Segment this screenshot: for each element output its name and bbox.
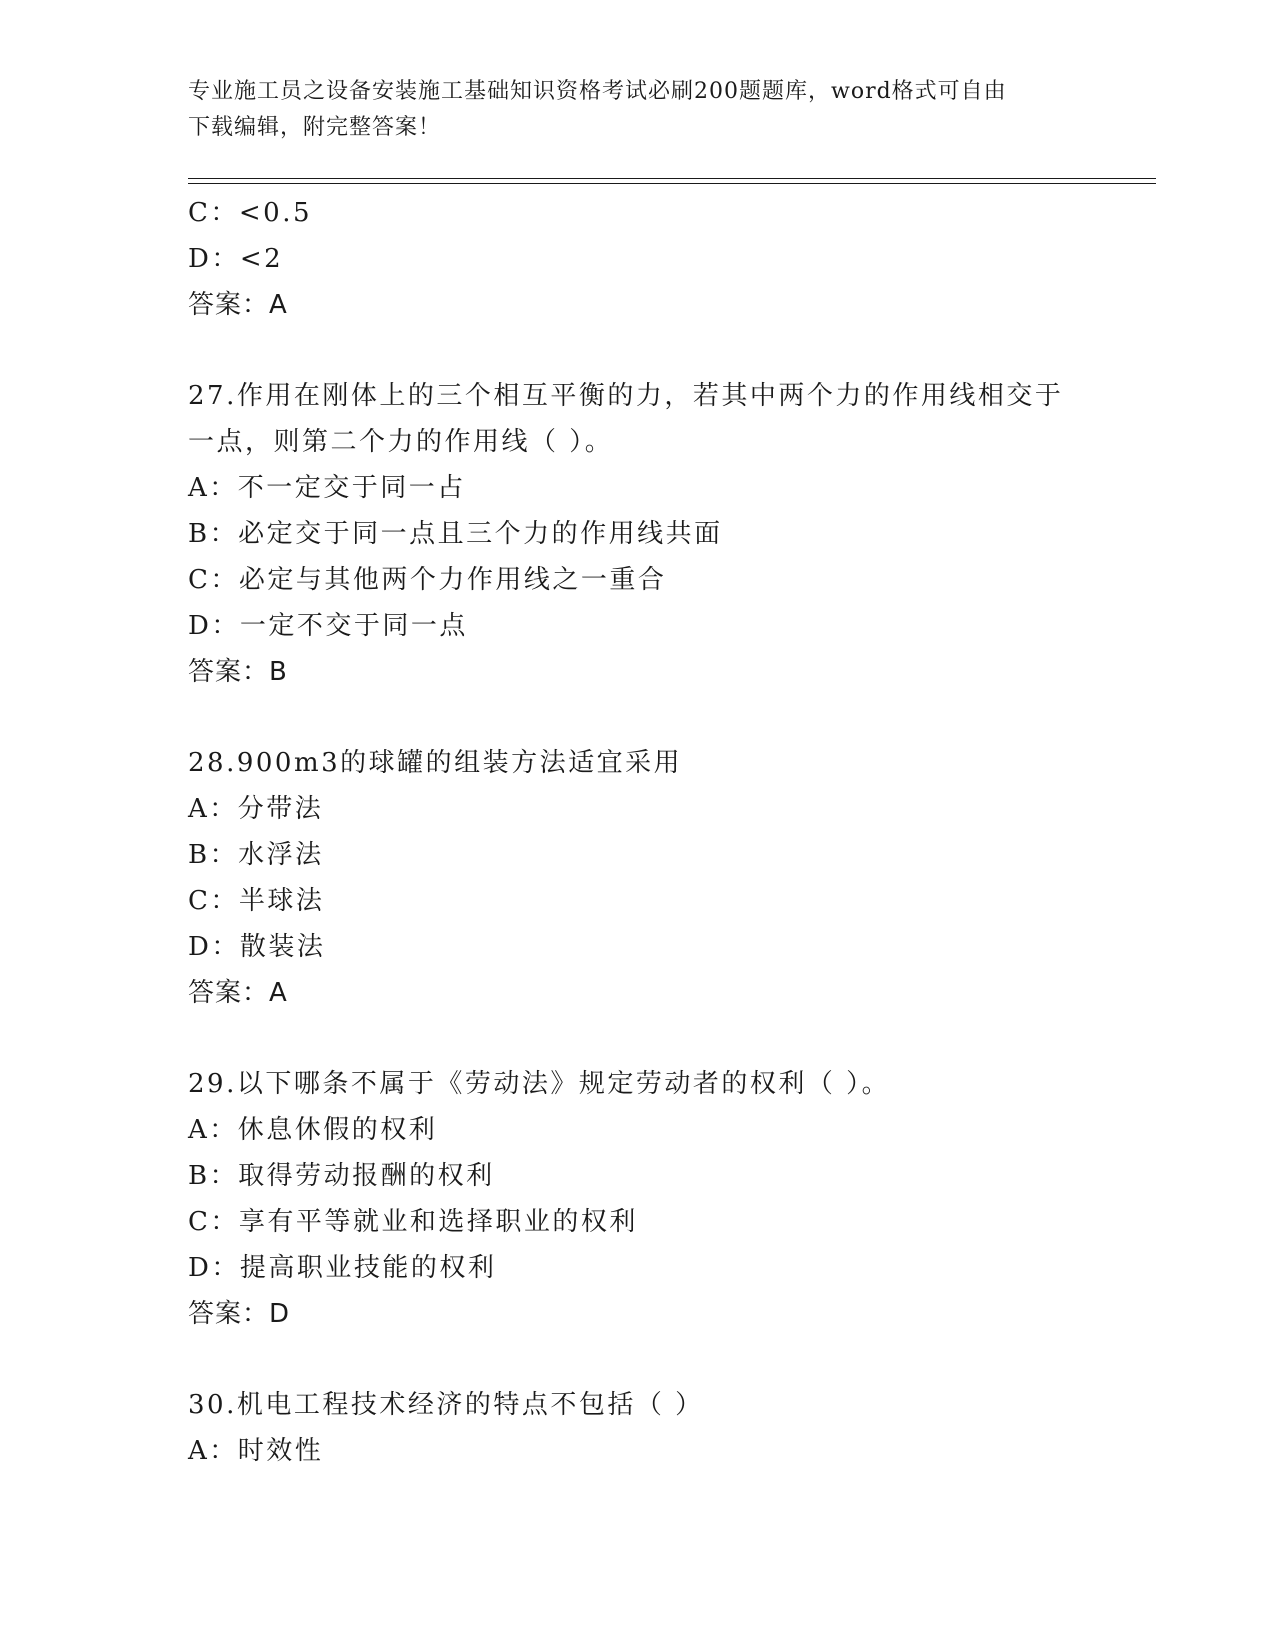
- option-a: A：时效性: [188, 1436, 324, 1466]
- answer: 答案：B: [188, 657, 288, 687]
- header-line-1: 专业施工员之设备安装施工基础知识资格考试必刷200题题库，word格式可自由: [188, 79, 1007, 104]
- option-b: B：水浮法: [188, 840, 324, 870]
- option-c: C：享有平等就业和选择职业的权利: [188, 1207, 638, 1237]
- page-header: [188, 74, 1088, 146]
- question-stem: 一点，则第二个力的作用线（ ）。: [188, 427, 614, 457]
- question-30: [188, 1382, 1148, 1474]
- question-28: [188, 740, 1148, 1016]
- question-list: [188, 190, 1148, 1474]
- spacer: [188, 695, 1148, 740]
- option-d: D：一定不交于同一点: [188, 611, 468, 641]
- option-a: A：休息休假的权利: [188, 1115, 438, 1145]
- question-stem: 27.作用在刚体上的三个相互平衡的力，若其中两个力的作用线相交于: [188, 381, 1064, 411]
- answer: 答案：A: [188, 978, 288, 1008]
- option-d: D：散装法: [188, 932, 326, 962]
- question-stem: 29.以下哪条不属于《劳动法》规定劳动者的权利（ ）。: [188, 1069, 891, 1099]
- option-b: B：必定交于同一点且三个力的作用线共面: [188, 519, 723, 549]
- spacer: [188, 1337, 1148, 1382]
- option-a: A：分带法: [188, 794, 324, 824]
- answer: 答案：D: [188, 1299, 291, 1329]
- option-a: A：不一定交于同一占: [188, 473, 466, 503]
- option-d: D：提高职业技能的权利: [188, 1253, 497, 1283]
- option-c: C：半球法: [188, 886, 325, 916]
- question-26-continued: [188, 190, 1148, 328]
- spacer: [188, 328, 1148, 373]
- option-d: D：<2: [188, 244, 284, 274]
- header-line-2: 下载编辑，附完整答案！: [188, 115, 442, 140]
- answer: 答案：A: [188, 290, 288, 320]
- option-c: C：必定与其他两个力作用线之一重合: [188, 565, 667, 595]
- option-b: B：取得劳动报酬的权利: [188, 1161, 495, 1191]
- question-29: [188, 1061, 1148, 1337]
- header-double-rule: [188, 178, 1156, 184]
- spacer: [188, 1016, 1148, 1061]
- question-stem: 28.900m3的球罐的组装方法适宜采用: [188, 748, 683, 778]
- option-c: C：<0.5: [188, 198, 313, 228]
- question-27: [188, 373, 1148, 695]
- question-stem: 30.机电工程技术经济的特点不包括（ ）: [188, 1390, 704, 1420]
